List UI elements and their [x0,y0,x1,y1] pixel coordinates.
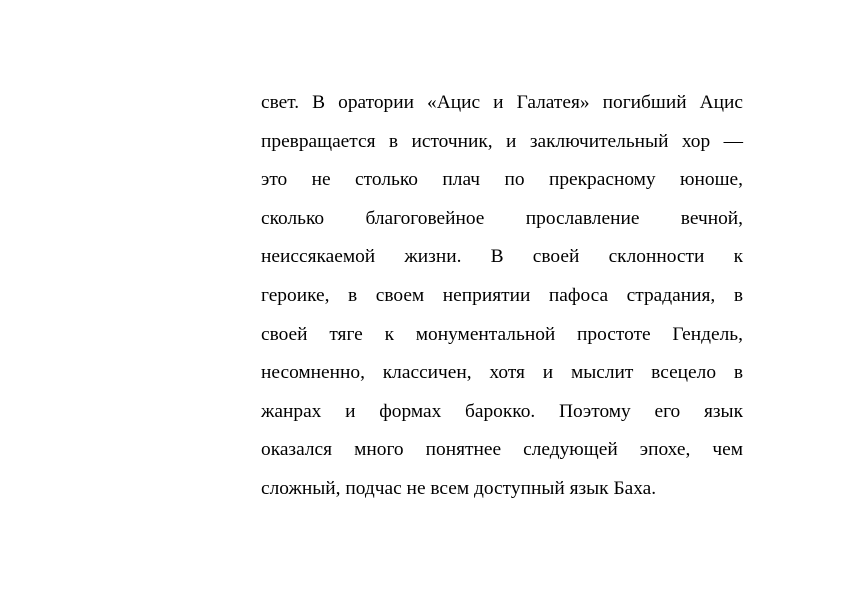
body-paragraph [261,84,743,509]
text-line: несомненно, классичен, хотя и мыслит всецело в [261,362,743,384]
text-line: оказался много понятнее следующей эпохе, чем [261,439,743,461]
text-line: неиссякаемой жизни. В своей склонности к [261,246,743,268]
text-line: превращается в источник, и заключительный хор — [261,130,743,152]
text-line: своей тяге к монументальной простоте Гендель, [261,323,743,345]
text-line: свет. В оратории «Ацис и Галатея» погибший Ацис [261,92,743,113]
text-line: сложный, подчас не всем доступный язык Баха. [261,477,657,499]
text-line: сколько благоговейное прославление вечной, [261,207,743,229]
text-line: это не столько плач по прекрасному юноше, [261,169,743,191]
text-line: героике, в своем неприятии пафоса страдания, в [261,284,743,306]
text-line: жанрах и формах барокко. Поэтому его язык [261,400,743,422]
